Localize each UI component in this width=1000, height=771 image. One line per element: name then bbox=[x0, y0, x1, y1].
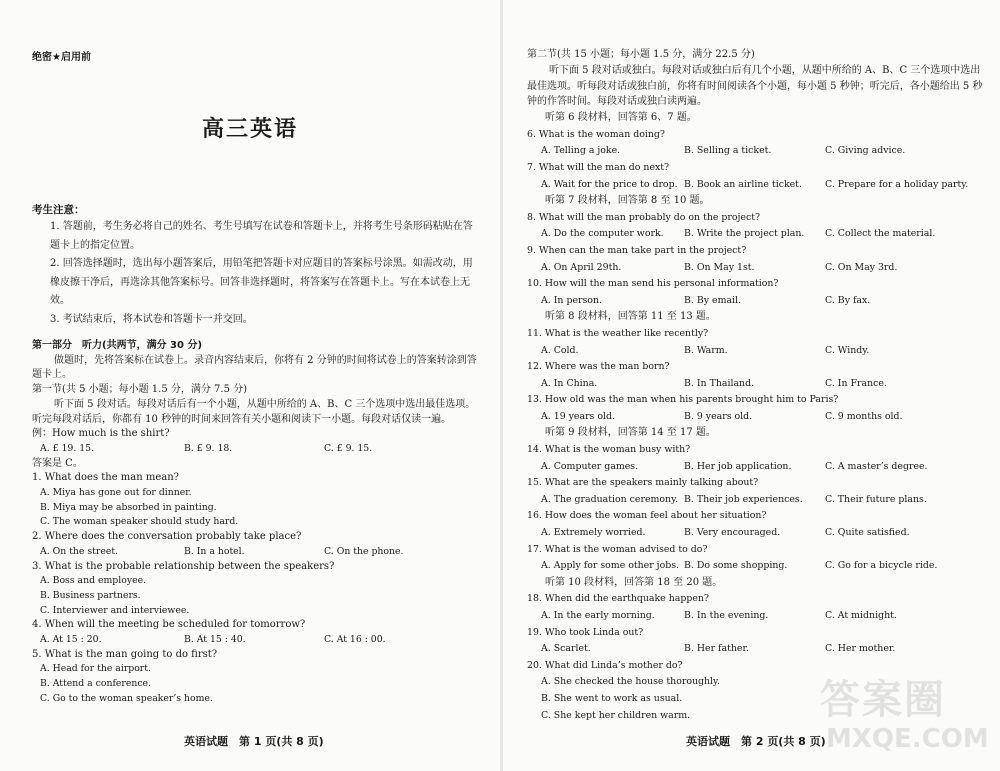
option-a: A. She checked the house thoroughly. bbox=[541, 676, 721, 688]
question: 7. What will the man do next? bbox=[527, 161, 670, 173]
notes-heading: 考生注意： bbox=[32, 204, 85, 216]
question: 15. What are the speakers mainly talking about? bbox=[527, 477, 759, 489]
option-c: C. A master’s degree. bbox=[825, 460, 928, 472]
section-one-heading: 第一节(共 5 小题；每小题 1.5 分，满分 7.5 分) bbox=[32, 384, 248, 396]
option-b: B. At 15 : 40. bbox=[184, 634, 246, 646]
material-instruction: 听第 7 段材料，回答第 8 至 10 题。 bbox=[545, 195, 710, 207]
option-c: C. Giving advice. bbox=[825, 145, 906, 157]
question-options bbox=[527, 226, 989, 243]
question-1: 1. What does the man mean? bbox=[32, 472, 180, 484]
question: 18. When did the earthquake happen? bbox=[527, 593, 709, 605]
option-b: B. £ 9. 18. bbox=[184, 442, 233, 454]
option-b: B. On May 1st. bbox=[684, 261, 755, 273]
confidential-label: 绝密★启用前 bbox=[32, 52, 91, 63]
question-3: 3. What is the probable relationship between the speakers? bbox=[32, 560, 335, 572]
option-c: C. £ 9. 15. bbox=[324, 442, 373, 454]
question: 14. What is the woman busy with? bbox=[527, 444, 691, 456]
question-2: 2. Where does the conversation probably take place? bbox=[32, 531, 302, 543]
option-a: A. In China. bbox=[541, 377, 598, 389]
question-options bbox=[527, 608, 989, 625]
part-one-listening bbox=[32, 339, 484, 707]
option-c: C. At midnight. bbox=[825, 610, 897, 621]
exam-title: 高三英语 bbox=[201, 117, 298, 142]
note-item: 3. 考试结束后，将本试卷和答题卡一并交回。 bbox=[50, 313, 253, 325]
option-b: B. 9 years old. bbox=[684, 410, 753, 422]
section-one-intro: 听下面 5 段对话。每段对话后有一个小题，从题中所给的 A、B、C 三个选项中选出最佳选项。听完每段对话后，你都有 10 秒钟的时间来回答有关小题和阅读下一小题。每段对话仅读一遍。 bbox=[32, 398, 476, 425]
question-options bbox=[527, 343, 989, 360]
option-c: C. 9 months old. bbox=[825, 410, 903, 422]
question: 16. How does the woman feel about her situation? bbox=[527, 510, 767, 522]
watermark-logo-text: 答案圈 bbox=[820, 677, 946, 723]
section-two-questions bbox=[527, 110, 989, 724]
question-options bbox=[527, 143, 989, 160]
option-c: C. Interviewer and interviewee. bbox=[40, 604, 190, 616]
option-c: C. Her mother. bbox=[825, 643, 896, 655]
material-instruction: 听第 8 段材料，回答第 11 至 13 题。 bbox=[545, 311, 716, 323]
option-c: C. By fax. bbox=[825, 294, 871, 306]
question-5: 5. What is the man going to do first? bbox=[32, 648, 218, 660]
question: 11. What is the weather like recently? bbox=[527, 327, 709, 339]
option-b: B. In Thailand. bbox=[684, 377, 755, 389]
option-b: B. By email. bbox=[684, 294, 742, 306]
option-a: A. Boss and employee. bbox=[40, 575, 147, 587]
option-c: C. In France. bbox=[825, 377, 887, 389]
question-4-options bbox=[32, 633, 484, 648]
option-a: A. In person. bbox=[541, 294, 602, 306]
option-c: C. Their future plans. bbox=[825, 493, 927, 505]
option-a: A. Telling a joke. bbox=[541, 145, 621, 157]
question: 9. When can the man take part in the project? bbox=[527, 244, 747, 256]
example-options bbox=[32, 442, 484, 457]
watermark-site-text: MXQE.COM bbox=[826, 724, 989, 754]
option-b: B. Do some shopping. bbox=[684, 560, 788, 572]
option-c: C. Windy. bbox=[825, 344, 870, 356]
question-4: 4. When will the meeting be scheduled for tomorrow? bbox=[32, 619, 306, 631]
part-one-intro: 做题时，先将答案标在试卷上。录音内容结束后，你将有 2 分钟的时间将试卷上的答案转涂到答题卡上。 bbox=[32, 354, 477, 381]
option-b: B. She went to work as usual. bbox=[541, 692, 683, 704]
question: 10. How will the man send his personal information? bbox=[527, 278, 779, 290]
question: 20. What did Linda’s mother do? bbox=[527, 659, 683, 671]
option-a: A. Extremely worried. bbox=[541, 527, 646, 539]
question-options bbox=[527, 260, 989, 277]
question: 19. Who took Linda out? bbox=[527, 626, 644, 638]
option-c: C. Go for a bicycle ride. bbox=[825, 560, 938, 572]
example-answer: 答案是 C。 bbox=[32, 457, 83, 469]
material-instruction: 听第 10 段材料，回答第 18 至 20 题。 bbox=[545, 576, 723, 588]
question-options bbox=[527, 525, 989, 542]
question: 8. What will the man probably do on the project? bbox=[527, 211, 761, 223]
question-options bbox=[527, 492, 989, 509]
question-options bbox=[527, 459, 989, 476]
page-footer: 英语试题 第 1 页(共 8 页) bbox=[184, 735, 324, 748]
option-b: B. Her job application. bbox=[684, 460, 792, 472]
option-c: C. On May 3rd. bbox=[825, 261, 898, 273]
option-c: C. Prepare for a holiday party. bbox=[825, 178, 969, 190]
option-b: B. Attend a conference. bbox=[40, 678, 151, 690]
example-question: 例：How much is the shirt? bbox=[32, 428, 170, 440]
option-a: A. Scarlet. bbox=[541, 643, 591, 655]
option-b: B. Her father. bbox=[684, 643, 749, 655]
option-b: B. Book an airline ticket. bbox=[684, 178, 802, 190]
option-b: B. Write the project plan. bbox=[684, 228, 805, 240]
option-c: C. Collect the material. bbox=[825, 228, 936, 240]
page-footer: 英语试题 第 2 页(共 8 页) bbox=[686, 735, 826, 748]
option-c: C. She kept her children warm. bbox=[541, 709, 691, 721]
material-instruction: 听第 9 段材料，回答第 14 至 17 题。 bbox=[545, 427, 716, 439]
question: 17. What is the woman advised to do? bbox=[527, 543, 708, 555]
option-c: C. Quite satisfied. bbox=[825, 527, 910, 539]
option-c: C. The woman speaker should study hard. bbox=[40, 516, 239, 528]
option-b: B. Their job experiences. bbox=[684, 493, 803, 505]
option-a: A. Computer games. bbox=[541, 460, 639, 472]
option-b: B. Very encouraged. bbox=[684, 527, 781, 539]
question-options bbox=[527, 177, 989, 194]
option-a: A. Do the computer work. bbox=[541, 228, 664, 240]
option-a: A. The graduation ceremony. bbox=[541, 493, 679, 505]
question: 13. How old was the man when his parents brought him to Paris? bbox=[527, 394, 839, 406]
notes-list bbox=[50, 218, 480, 329]
option-b: B. Warm. bbox=[684, 344, 728, 356]
option-b: B. Selling a ticket. bbox=[684, 145, 772, 157]
material-instruction: 听第 6 段材料，回答第 6、7 题。 bbox=[545, 112, 697, 124]
option-a: A. On April 29th. bbox=[541, 261, 622, 273]
option-a: A. In the early morning. bbox=[541, 610, 655, 621]
option-b: B. Miya may be absorbed in painting. bbox=[40, 501, 217, 513]
question-options bbox=[527, 376, 989, 393]
question-options bbox=[527, 558, 989, 575]
option-a: A. At 15 : 20. bbox=[40, 634, 102, 646]
question-options bbox=[527, 293, 989, 310]
note-item: 2. 回答选择题时，选出每小题答案后，用铅笔把答题卡对应题目的答案标号涂黑。如需改动，用橡皮擦干净后，再选涂其他答案标号。回答非选择题时，将答案写在答题卡上。写在本试卷上无效。 bbox=[50, 258, 473, 306]
section-two bbox=[527, 47, 989, 724]
option-c: C. On the phone. bbox=[324, 545, 404, 557]
watermark bbox=[820, 668, 990, 763]
option-b: B. In a hotel. bbox=[184, 545, 245, 557]
part-one-heading: 第一部分 听力(共两节，满分 30 分) bbox=[32, 340, 203, 351]
right-page bbox=[503, 0, 1000, 771]
option-a: A. Cold. bbox=[541, 344, 579, 356]
section-two-intro: 听下面 5 段对话或独白。每段对话或独白后有几个小题，从题中所给的 A、B、C 三个选项中选出最佳选项。听每段对话或独白前，你将有时间阅读各个小题，每小题 5 秒钟；听完后，各小题给出 5 秒钟的作答时间。每段对话或独白读两遍。 bbox=[527, 64, 983, 108]
option-a: A. Apply for some other jobs. bbox=[541, 560, 680, 572]
option-a: A. On the street. bbox=[40, 545, 119, 557]
option-a: A. 19 years old. bbox=[541, 410, 615, 422]
option-c: C. At 16 : 00. bbox=[324, 634, 386, 646]
question-options bbox=[527, 641, 989, 658]
option-a: A. Miya has gone out for dinner. bbox=[40, 487, 192, 499]
option-c: C. Go to the woman speaker’s home. bbox=[40, 692, 213, 704]
option-b: B. Business partners. bbox=[40, 589, 141, 601]
section-two-heading: 第二节(共 15 小题；每小题 1.5 分，满分 22.5 分) bbox=[527, 49, 755, 60]
option-a: A. Head for the airport. bbox=[40, 663, 151, 675]
note-item: 1. 答题前，考生务必将自己的姓名、考生号填写在试卷和答题卡上，并将考生号条形码粘贴在答题卡上的指定位置。 bbox=[50, 221, 473, 251]
question: 6. What is the woman doing? bbox=[527, 128, 665, 140]
option-b: B. In the evening. bbox=[684, 610, 769, 621]
option-a: A. Wait for the price to drop. bbox=[541, 178, 678, 190]
question: 12. Where was the man born? bbox=[527, 361, 670, 373]
option-a: A. £ 19. 15. bbox=[40, 442, 95, 454]
question-2-options bbox=[32, 545, 484, 560]
question-options bbox=[527, 409, 989, 426]
